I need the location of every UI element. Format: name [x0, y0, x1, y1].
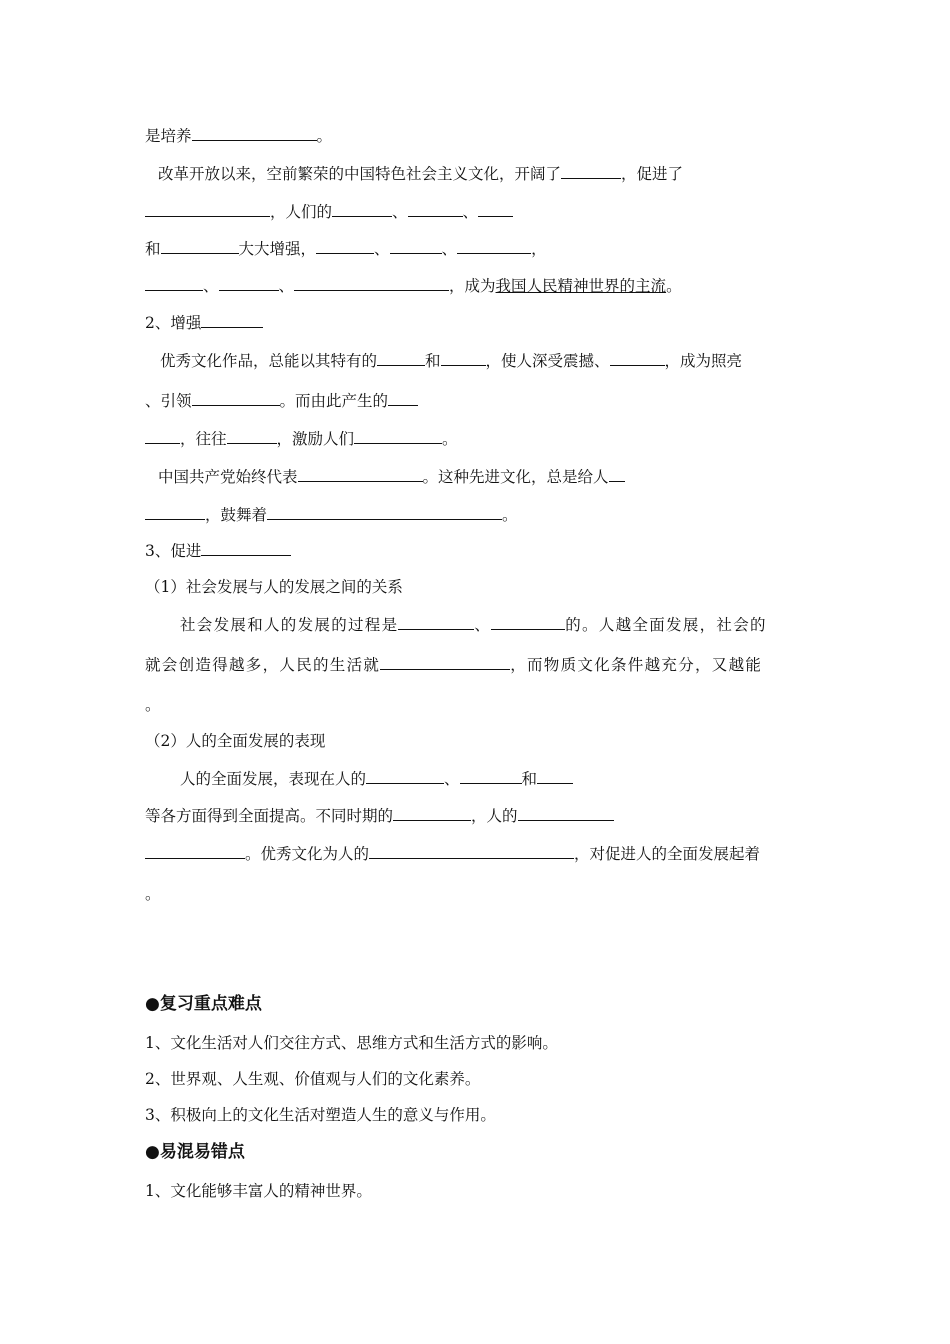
line-11 — [145, 504, 518, 525]
line-16 — [145, 695, 161, 715]
text: 的。人越全面发展，社会的 — [565, 616, 767, 634]
blank[interactable] — [377, 350, 425, 366]
text: 和 — [521, 770, 538, 788]
text: 优秀文化作品，总能以其特有的 — [160, 352, 378, 370]
text: 、 — [441, 240, 458, 258]
text: 、 — [444, 770, 460, 788]
underlined-text: 我国人民精神世界的主流 — [495, 277, 667, 295]
text: ，鼓舞着 — [205, 506, 268, 524]
blank[interactable] — [610, 350, 665, 366]
blank[interactable] — [393, 805, 471, 821]
line-19 — [145, 805, 614, 826]
text: 。这种先进文化，总是给人 — [422, 468, 609, 486]
text: 、引领 — [145, 392, 192, 410]
text: 、 — [374, 240, 390, 258]
blank[interactable] — [518, 805, 614, 821]
blank[interactable] — [332, 201, 392, 217]
list-item: 1、文化生活对人们交往方式、思维方式和生活方式的影响。 — [145, 1034, 558, 1052]
blank[interactable] — [441, 350, 486, 366]
blank[interactable] — [366, 768, 444, 784]
text: 。 — [502, 506, 518, 524]
text: ，激励人们 — [276, 430, 355, 448]
text: 。优秀文化为人的 — [245, 845, 370, 863]
text: 和 — [425, 352, 441, 370]
line-8 — [145, 390, 418, 411]
line-5 — [145, 275, 682, 296]
blank[interactable] — [145, 843, 245, 859]
text: 等各方面得到全面提高。不同时期的 — [145, 807, 394, 825]
text: 。 — [442, 430, 458, 448]
blank[interactable] — [457, 238, 531, 254]
line-9 — [145, 428, 458, 449]
blank[interactable] — [298, 466, 423, 482]
blank[interactable] — [390, 238, 442, 254]
blank[interactable] — [354, 428, 442, 444]
text: ，成为 — [449, 277, 496, 295]
text: 中国共产党始终代表 — [158, 468, 298, 486]
text: 改革开放以来，空前繁荣的中国特色社会主义文化，开阔了 — [158, 165, 562, 183]
list-item: 2、世界观、人生观、价值观与人们的文化素养。 — [145, 1070, 481, 1088]
line-3 — [145, 201, 513, 222]
blank[interactable] — [491, 614, 565, 630]
blank[interactable] — [398, 614, 474, 630]
heading-2: 2、增强 — [145, 314, 202, 332]
list-item: 1、文化能够丰富人的精神世界。 — [145, 1182, 372, 1200]
line-4 — [145, 238, 547, 259]
line-15 — [145, 654, 762, 675]
line-14 — [180, 614, 767, 635]
subheading-2: （2）人的全面发展的表现 — [145, 732, 326, 750]
line-7 — [160, 350, 742, 371]
text: 。 — [145, 696, 161, 714]
text: 、 — [278, 277, 295, 295]
text: 人的全面发展，表现在人的 — [180, 770, 367, 788]
line-12 — [145, 540, 291, 561]
text: 。 — [316, 127, 333, 145]
text: ，促进了 — [621, 165, 684, 183]
text: 和 — [145, 240, 161, 258]
blank[interactable] — [161, 238, 239, 254]
text: ，成为照亮 — [664, 352, 743, 370]
text: 、 — [203, 277, 219, 295]
blank[interactable] — [201, 312, 263, 328]
line-21 — [145, 884, 161, 904]
text: ，往往 — [180, 430, 227, 448]
blank[interactable] — [294, 275, 449, 291]
blank[interactable] — [145, 201, 270, 217]
text: 大大增强， — [238, 240, 317, 258]
line-2 — [158, 163, 683, 184]
text: 就会创造得越多，人民的生活就 — [145, 656, 381, 674]
text: 、 — [392, 203, 408, 221]
line-13 — [145, 577, 403, 597]
blank[interactable] — [369, 843, 574, 859]
line-1 — [145, 125, 332, 146]
text: 。 — [145, 885, 161, 903]
blank[interactable] — [460, 768, 522, 784]
line-6 — [145, 312, 263, 333]
text: ， — [531, 240, 547, 258]
blank[interactable] — [227, 428, 277, 444]
blank[interactable] — [388, 390, 418, 406]
text: ，而物质文化条件越充分，又越能 — [510, 656, 763, 674]
text: 。 — [666, 277, 682, 295]
heading-3: 3、促进 — [145, 542, 202, 560]
text: 。而由此产生的 — [279, 392, 389, 410]
blank[interactable] — [380, 654, 510, 670]
blank[interactable] — [408, 201, 463, 217]
blank[interactable] — [219, 275, 279, 291]
section-title-error-points: ●易混易错点 — [145, 1142, 245, 1162]
text: 是培养 — [145, 127, 192, 145]
text: 、 — [474, 616, 492, 634]
section-title-key-points: ●复习重点难点 — [145, 994, 262, 1014]
blank[interactable] — [561, 163, 621, 179]
text: ，使人深受震撼、 — [485, 352, 610, 370]
blank[interactable] — [267, 504, 502, 520]
blank[interactable] — [145, 504, 205, 520]
blank[interactable] — [537, 768, 573, 784]
text: 、 — [462, 203, 479, 221]
text: ，人的 — [471, 807, 518, 825]
text: ，对促进人的全面发展起着 — [574, 845, 761, 863]
blank[interactable] — [478, 201, 513, 217]
text: 社会发展和人的发展的过程是 — [180, 616, 399, 634]
blank[interactable] — [192, 125, 317, 141]
blank[interactable] — [201, 540, 291, 556]
blank[interactable] — [145, 428, 180, 444]
blank[interactable] — [609, 466, 625, 482]
subheading-1: （1）社会发展与人的发展之间的关系 — [145, 578, 403, 596]
line-17 — [145, 731, 325, 751]
line-10 — [158, 466, 625, 487]
line-20 — [145, 843, 760, 864]
line-18 — [180, 768, 573, 789]
list-item: 3、积极向上的文化生活对塑造人生的意义与作用。 — [145, 1106, 496, 1124]
blank[interactable] — [192, 390, 280, 406]
blank[interactable] — [316, 238, 374, 254]
blank[interactable] — [145, 275, 203, 291]
text: ，人们的 — [270, 203, 333, 221]
